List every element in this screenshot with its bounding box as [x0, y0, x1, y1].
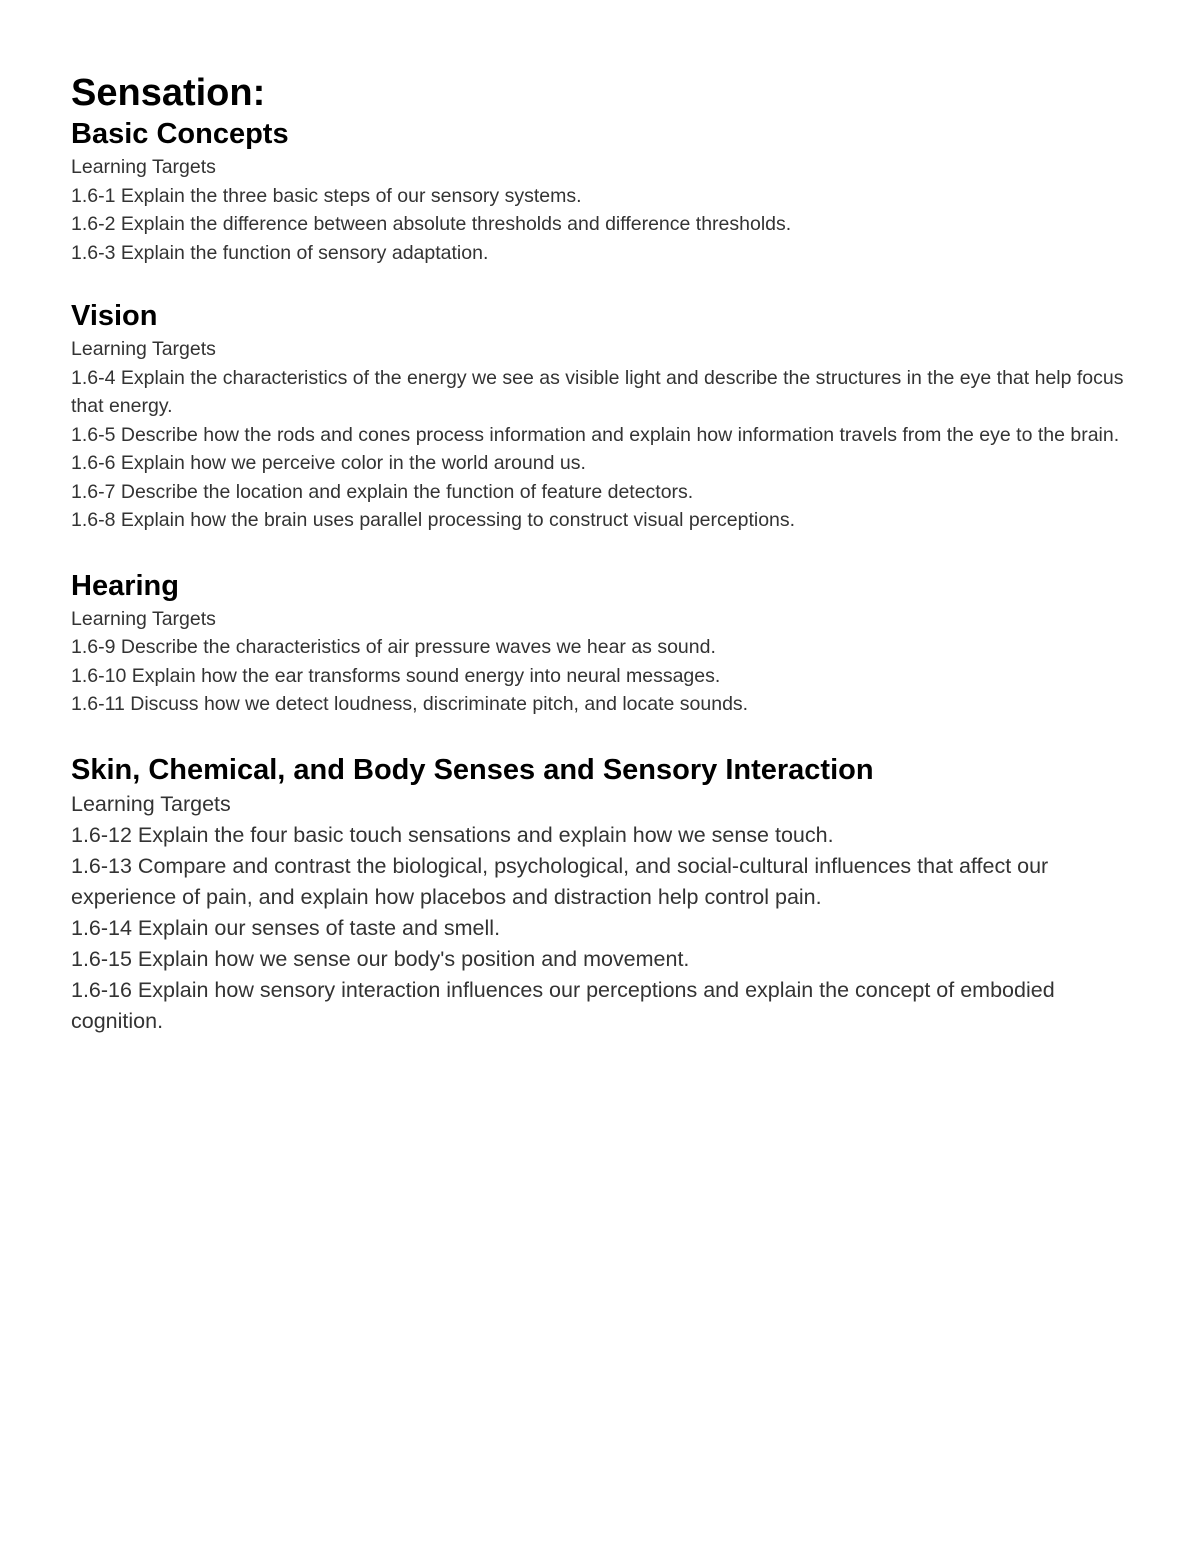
learning-target: 1.6-14 Explain our senses of taste and smell.: [71, 915, 501, 940]
page-title: Sensation:: [71, 72, 266, 114]
section-basic-concepts: [71, 115, 1131, 267]
learning-target: 1.6-11 Discuss how we detect loudness, discriminate pitch, and locate sounds.: [71, 693, 749, 715]
section-skin-chemical-body-senses: [71, 751, 1131, 1037]
learning-target: 1.6-8 Explain how the brain uses parallel processing to construct visual perceptions.: [71, 509, 796, 531]
section-hearing: [71, 567, 1131, 719]
learning-target: 1.6-9 Describe the characteristics of air pressure waves we hear as sound.: [71, 636, 716, 658]
learning-target: 1.6-3 Explain the function of sensory adaptation.: [71, 241, 489, 264]
learning-target: 1.6-12 Explain the four basic touch sensations and explain how we sense touch.: [71, 822, 834, 847]
section-heading: Hearing: [71, 569, 179, 602]
section-heading: Vision: [71, 300, 158, 332]
learning-target: 1.6-16 Explain how sensory interaction influences our perceptions and explain the concept of embodied cognition.: [71, 977, 1055, 1033]
section-subheading: Learning Targets: [71, 338, 216, 360]
section-subheading: Learning Targets: [71, 607, 216, 630]
learning-target: 1.6-6 Explain how we perceive color in the world around us.: [71, 452, 586, 474]
learning-target: 1.6-5 Describe how the rods and cones process information and explain how information travels from the eye to the brain.: [71, 423, 1120, 446]
learning-target: 1.6-13 Compare and contrast the biological, psychological, and social-cultural influences that affect our experience of pain, and explain how placebos and distraction help control pain.: [71, 853, 1049, 909]
section-vision: [71, 297, 1131, 535]
section-subheading: Learning Targets: [71, 791, 231, 816]
section-subheading: Learning Targets: [71, 156, 216, 178]
learning-target: 1.6-1 Explain the three basic steps of our sensory systems.: [71, 184, 582, 207]
document-page: [71, 68, 1131, 1037]
learning-target: 1.6-7 Describe the location and explain the function of feature detectors.: [71, 480, 694, 503]
learning-target: 1.6-2 Explain the difference between absolute thresholds and difference thresholds.: [71, 213, 792, 235]
learning-target: 1.6-15 Explain how we sense our body's position and movement.: [71, 946, 690, 971]
section-heading: Basic Concepts: [71, 118, 289, 150]
section-heading: Skin, Chemical, and Body Senses and Sensory Interaction: [71, 753, 874, 786]
learning-target: 1.6-10 Explain how the ear transforms sound energy into neural messages.: [71, 664, 721, 687]
learning-target: 1.6-4 Explain the characteristics of the energy we see as visible light and describe the structures in the eye that help focus that energy.: [71, 366, 1124, 417]
